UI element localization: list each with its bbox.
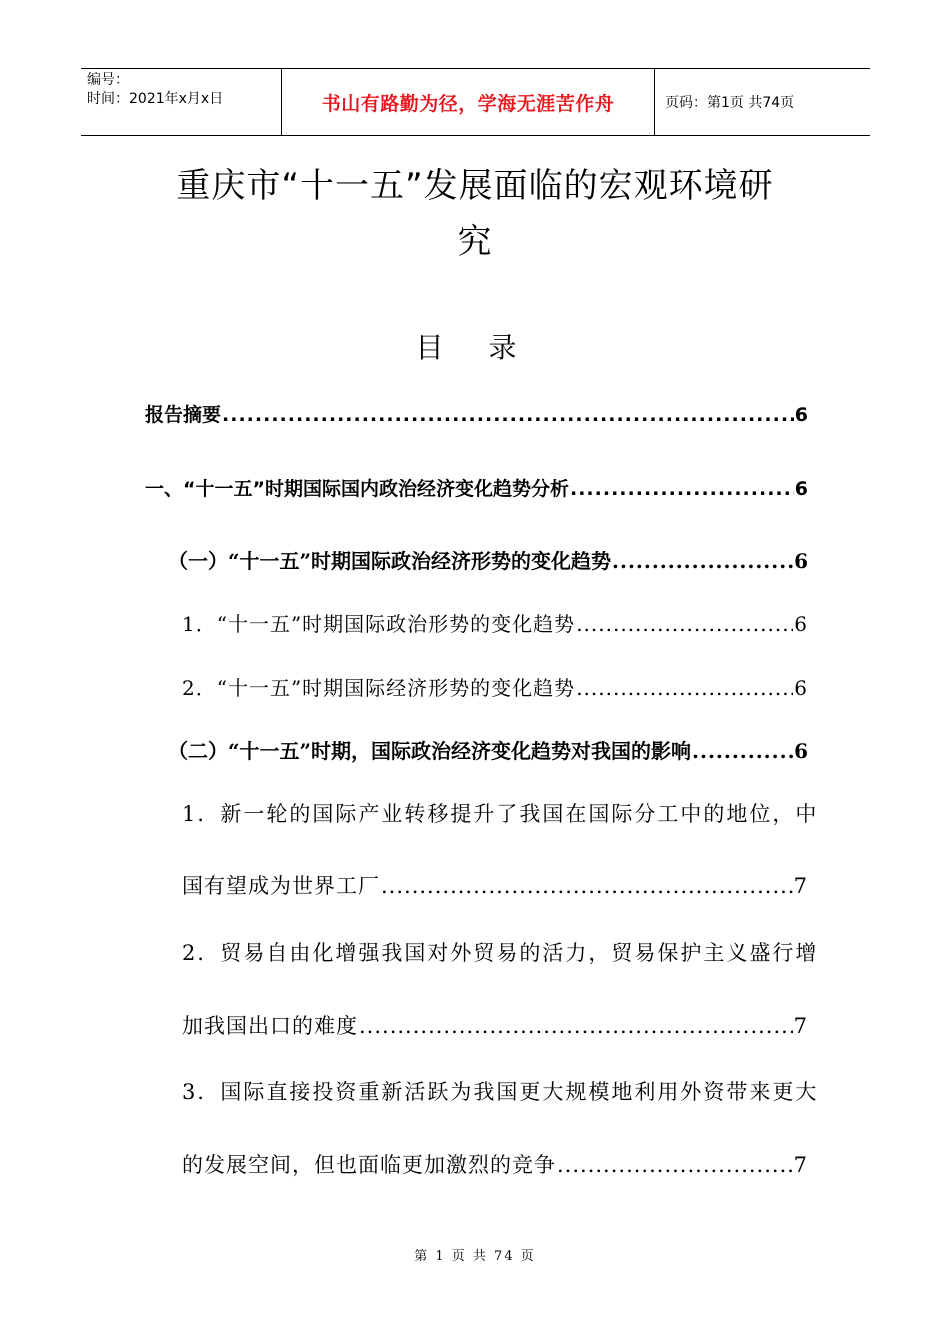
toc-entry[interactable]: [182, 1149, 808, 1179]
toc-entry-page: 6: [794, 549, 808, 573]
toc-entry-label: 1．“十一五”时期国际政治形势的变化趋势: [182, 612, 576, 636]
toc-leader-dots: [359, 1014, 793, 1038]
toc-entry[interactable]: [182, 672, 808, 701]
page-footer: 第 1 页 共 74 页: [414, 1249, 536, 1264]
document-header: [81, 68, 870, 136]
toc-entry-label: 报告摘要: [145, 404, 222, 426]
document-title: [150, 158, 800, 270]
toc-entry-page: 7: [793, 1153, 808, 1177]
motto-text: 书山有路勤为径，学海无涯苦作舟: [321, 92, 615, 115]
toc-entry[interactable]: [145, 400, 808, 427]
number-label: 编号：: [87, 72, 129, 88]
toc-entry-page: 6: [794, 739, 808, 763]
toc-entry[interactable]: [182, 608, 808, 637]
toc-entry-label: 一、“十一五”时期国际国内政治经济变化趋势分析: [145, 478, 569, 500]
toc-entry-label: （一）“十一五”时期国际政治经济形势的变化趋势: [168, 549, 612, 573]
toc-leader-dots: [612, 549, 793, 573]
toc-entry-first-line[interactable]: 3．国际直接投资重新活跃为我国更大规模地利用外资带来更大: [182, 1080, 819, 1104]
toc-entry-page: 7: [793, 874, 808, 898]
toc-entry-label: （二）“十一五”时期，国际政治经济变化趋势对我国的影响: [168, 739, 692, 763]
toc-leader-dots: [576, 612, 793, 636]
toc-leader-dots: [222, 404, 794, 426]
title-line-1: 重庆市“十一五”发展面临的宏观环境研: [176, 166, 774, 206]
time-label: 时间：2021年x月x日: [87, 91, 224, 107]
header-page-cell: [655, 69, 870, 135]
toc-entry-first-line[interactable]: 2．贸易自由化增强我国对外贸易的活力，贸易保护主义盛行增: [182, 941, 819, 965]
toc-leader-dots: [570, 478, 794, 500]
title-line-2: 究: [457, 222, 493, 262]
toc-leader-dots: [381, 874, 793, 898]
toc-entry-page: 6: [794, 404, 808, 426]
header-motto-cell: [282, 69, 655, 135]
toc-entry-page: 6: [794, 478, 808, 500]
toc-entry-page: 7: [793, 1014, 808, 1038]
toc-entry[interactable]: [182, 870, 808, 900]
toc-leader-dots: [692, 739, 793, 763]
toc-entry-label: 国有望成为世界工厂: [182, 874, 380, 898]
toc-entry-label: 的发展空间，但也面临更加激烈的竞争: [182, 1153, 556, 1177]
toc-heading: 目 录: [415, 331, 535, 364]
header-left-cell: [81, 69, 282, 135]
page-info: 页码：第1页 共74页: [665, 95, 795, 111]
toc-entry-first-line[interactable]: 1．新一轮的国际产业转移提升了我国在国际分工中的地位，中: [182, 802, 819, 826]
toc-entry-label: 2．“十一五”时期国际经济形势的变化趋势: [182, 676, 576, 700]
toc-entry-page: 6: [794, 676, 808, 700]
toc-entry[interactable]: [168, 545, 808, 574]
toc-entry[interactable]: [182, 1010, 808, 1040]
toc-entry-label: 加我国出口的难度: [182, 1014, 358, 1038]
toc-leader-dots: [576, 676, 793, 700]
toc-leader-dots: [557, 1153, 793, 1177]
toc-entry[interactable]: [168, 735, 808, 764]
toc-entry-page: 6: [794, 612, 808, 636]
toc-entry[interactable]: [145, 474, 808, 501]
